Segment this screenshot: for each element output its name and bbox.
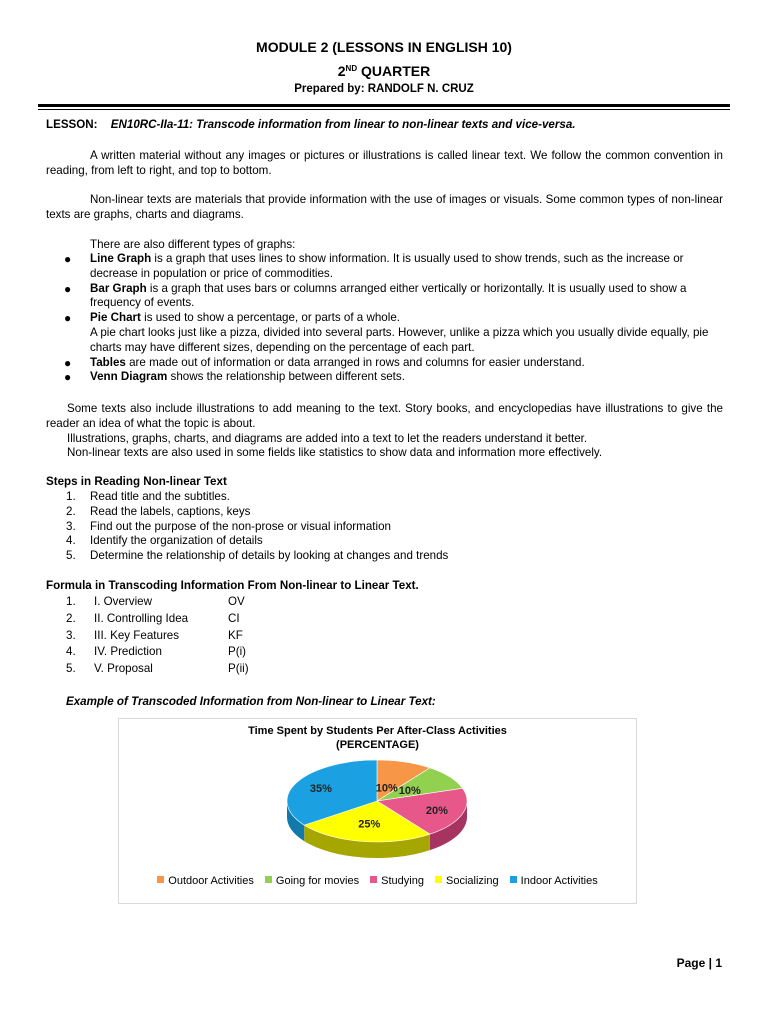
chart-legend xyxy=(119,874,636,889)
chart-title: Time Spent by Students Per After-Class Activities xyxy=(248,725,507,737)
pie-label-studying: 20% xyxy=(425,804,448,817)
legend-item-studying xyxy=(370,875,424,887)
chart-subtitle: (PERCENTAGE) xyxy=(336,739,419,751)
definition: is used to show a percentage, or parts of a whole. xyxy=(140,311,400,325)
formula-number: 5. xyxy=(66,662,76,676)
step-text: Read title and the subtitles. xyxy=(90,490,230,503)
pie-label-outdoor: 10% xyxy=(375,782,398,795)
list-item xyxy=(66,661,249,678)
formula-abbr: KF xyxy=(228,628,243,642)
list-item-line-graph xyxy=(46,252,723,282)
formula-name: V. Proposal xyxy=(94,662,153,676)
quarter-ordinal-suffix: ND xyxy=(345,64,358,73)
formula-name: IV. Prediction xyxy=(94,645,162,659)
term: Venn Diagram xyxy=(90,370,168,384)
pie-label-indoor: 35% xyxy=(309,782,332,795)
term: Line Graph xyxy=(90,252,152,265)
legend-swatch xyxy=(510,876,517,883)
list-item xyxy=(66,628,249,645)
legend-item-indoor xyxy=(510,875,598,887)
quarter-number: 2 xyxy=(337,63,346,79)
paragraph-linear-text: A written material without any images or pictures or illustrations is called linear text. We follow the common convention in reading, from left to right, and top to bottom. xyxy=(46,149,723,177)
legend-swatch xyxy=(157,876,164,883)
term: Pie Chart xyxy=(90,311,141,325)
step-text: Identify the organization of details xyxy=(90,534,263,548)
legend-label: Indoor Activities xyxy=(520,875,598,887)
formula-abbr: CI xyxy=(228,611,240,625)
bullet-icon: ● xyxy=(64,281,72,296)
example-label: Example of Transcoded Information from Non-linear to Linear Text: xyxy=(66,695,436,708)
paragraph-graph-types-intro: There are also different types of graphs: xyxy=(90,238,296,251)
list-item-tables xyxy=(46,356,723,371)
quarter-heading xyxy=(0,62,768,79)
step-number: 4. xyxy=(66,534,76,548)
legend-item-movies xyxy=(265,875,359,887)
legend-swatch xyxy=(265,876,272,883)
formula-abbr: P(i) xyxy=(228,645,247,659)
quarter-word: QUARTER xyxy=(361,63,431,79)
pie-label-socializing: 25% xyxy=(358,818,381,831)
step-number: 1. xyxy=(66,490,76,503)
step-number: 5. xyxy=(66,549,76,563)
pie-chart-box xyxy=(118,718,637,904)
term: Tables xyxy=(90,355,126,369)
legend-swatch xyxy=(370,876,377,883)
definition: is a graph that uses lines to show information. It is usually used to show trends, such as the increase or decrease in population or price of commodities. xyxy=(90,252,684,280)
bullet-icon: ● xyxy=(64,370,72,385)
pie-chart-explanation: A pie chart looks just like a pizza, divided into several parts. However, unlike a pizza which you usually divide equally, pie charts may have different sizes, depending on the percentage of each part. xyxy=(90,325,709,354)
pie-chart-svg xyxy=(119,719,636,869)
list-item-pie-chart xyxy=(46,311,723,355)
header-rule-thick xyxy=(38,104,730,107)
formula-name: II. Controlling Idea xyxy=(94,611,189,625)
formula-number: 2. xyxy=(66,611,76,625)
legend-item-outdoor xyxy=(157,875,254,887)
step-text: Determine the relationship of details by looking at changes and trends xyxy=(90,549,449,563)
prepared-by: Prepared by: RANDOLF N. CRUZ xyxy=(294,83,474,95)
legend-label: Going for movies xyxy=(275,875,360,887)
step-number: 2. xyxy=(66,504,76,518)
steps-list xyxy=(66,490,448,564)
bullet-icon: ● xyxy=(64,355,72,370)
formula-name: I. Overview xyxy=(94,595,152,608)
bullet-icon: ● xyxy=(64,311,72,326)
list-item xyxy=(66,594,249,611)
formula-abbr: P(ii) xyxy=(228,662,249,676)
lesson-code: EN10RC-IIa-11: Transcode information from linear to non-linear texts and vice-versa. xyxy=(110,118,576,131)
definition: is a graph that uses bars or columns arranged either vertically or horizontally. It is usually used to show a frequency of events. xyxy=(90,281,687,310)
list-item xyxy=(66,611,249,628)
formula-name: III. Key Features xyxy=(94,628,180,642)
legend-label: Studying xyxy=(381,875,424,887)
list-item xyxy=(66,534,448,549)
definition: are made out of information or data arranged in rows and columns for easier understand. xyxy=(125,355,585,369)
definition: shows the relationship between different sets. xyxy=(167,370,405,384)
term: Bar Graph xyxy=(90,281,147,295)
step-number: 3. xyxy=(66,519,76,533)
paragraph-illustrations-purpose: Illustrations, graphs, charts, and diagrams are added into a text to let the readers understand it better. xyxy=(67,432,588,445)
paragraph-non-linear-text: Non-linear texts are materials that provide information with the use of images or visuals. Some common types of non-linear texts are graphs, charts and diagrams. xyxy=(46,193,723,221)
list-item-bar-graph xyxy=(46,282,723,312)
page-number: Page | 1 xyxy=(676,956,722,970)
formula-abbr: OV xyxy=(228,595,245,608)
legend-swatch xyxy=(435,876,442,883)
paragraph-illustrations: Some texts also include illustrations to add meaning to the text. Story books, and encyclopedias have illustrations to give the reader an idea of what the topic is about. xyxy=(46,402,723,430)
legend-label: Outdoor Activities xyxy=(168,875,254,887)
legend-label: Socializing xyxy=(446,875,499,887)
steps-heading: Steps in Reading Non-linear Text xyxy=(46,475,227,488)
formula-number: 4. xyxy=(66,645,76,659)
paragraph-statistics: Non-linear texts are also used in some fields like statistics to show data and information more effectively. xyxy=(67,446,603,459)
formula-number: 1. xyxy=(66,595,76,608)
module-title: MODULE 2 (LESSONS IN ENGLISH 10) xyxy=(256,39,512,55)
header-rule-thin xyxy=(38,109,730,110)
bullet-icon: ● xyxy=(64,252,72,266)
formula-list xyxy=(66,594,249,678)
step-text: Find out the purpose of the non-prose or visual information xyxy=(90,519,391,533)
list-item xyxy=(66,520,448,535)
lesson-label: LESSON: xyxy=(46,118,98,131)
pie-label-movies: 10% xyxy=(398,785,421,798)
graph-types-list xyxy=(46,252,723,385)
formula-heading: Formula in Transcoding Information From Non-linear to Linear Text. xyxy=(46,579,419,592)
list-item-venn-diagram xyxy=(46,370,723,385)
formula-number: 3. xyxy=(66,628,76,642)
legend-item-socializing xyxy=(435,875,499,887)
lesson-line xyxy=(46,118,576,133)
step-text: Read the labels, captions, keys xyxy=(90,504,251,518)
list-item xyxy=(66,644,249,661)
list-item xyxy=(66,549,448,564)
list-item xyxy=(66,490,448,505)
list-item xyxy=(66,505,448,520)
